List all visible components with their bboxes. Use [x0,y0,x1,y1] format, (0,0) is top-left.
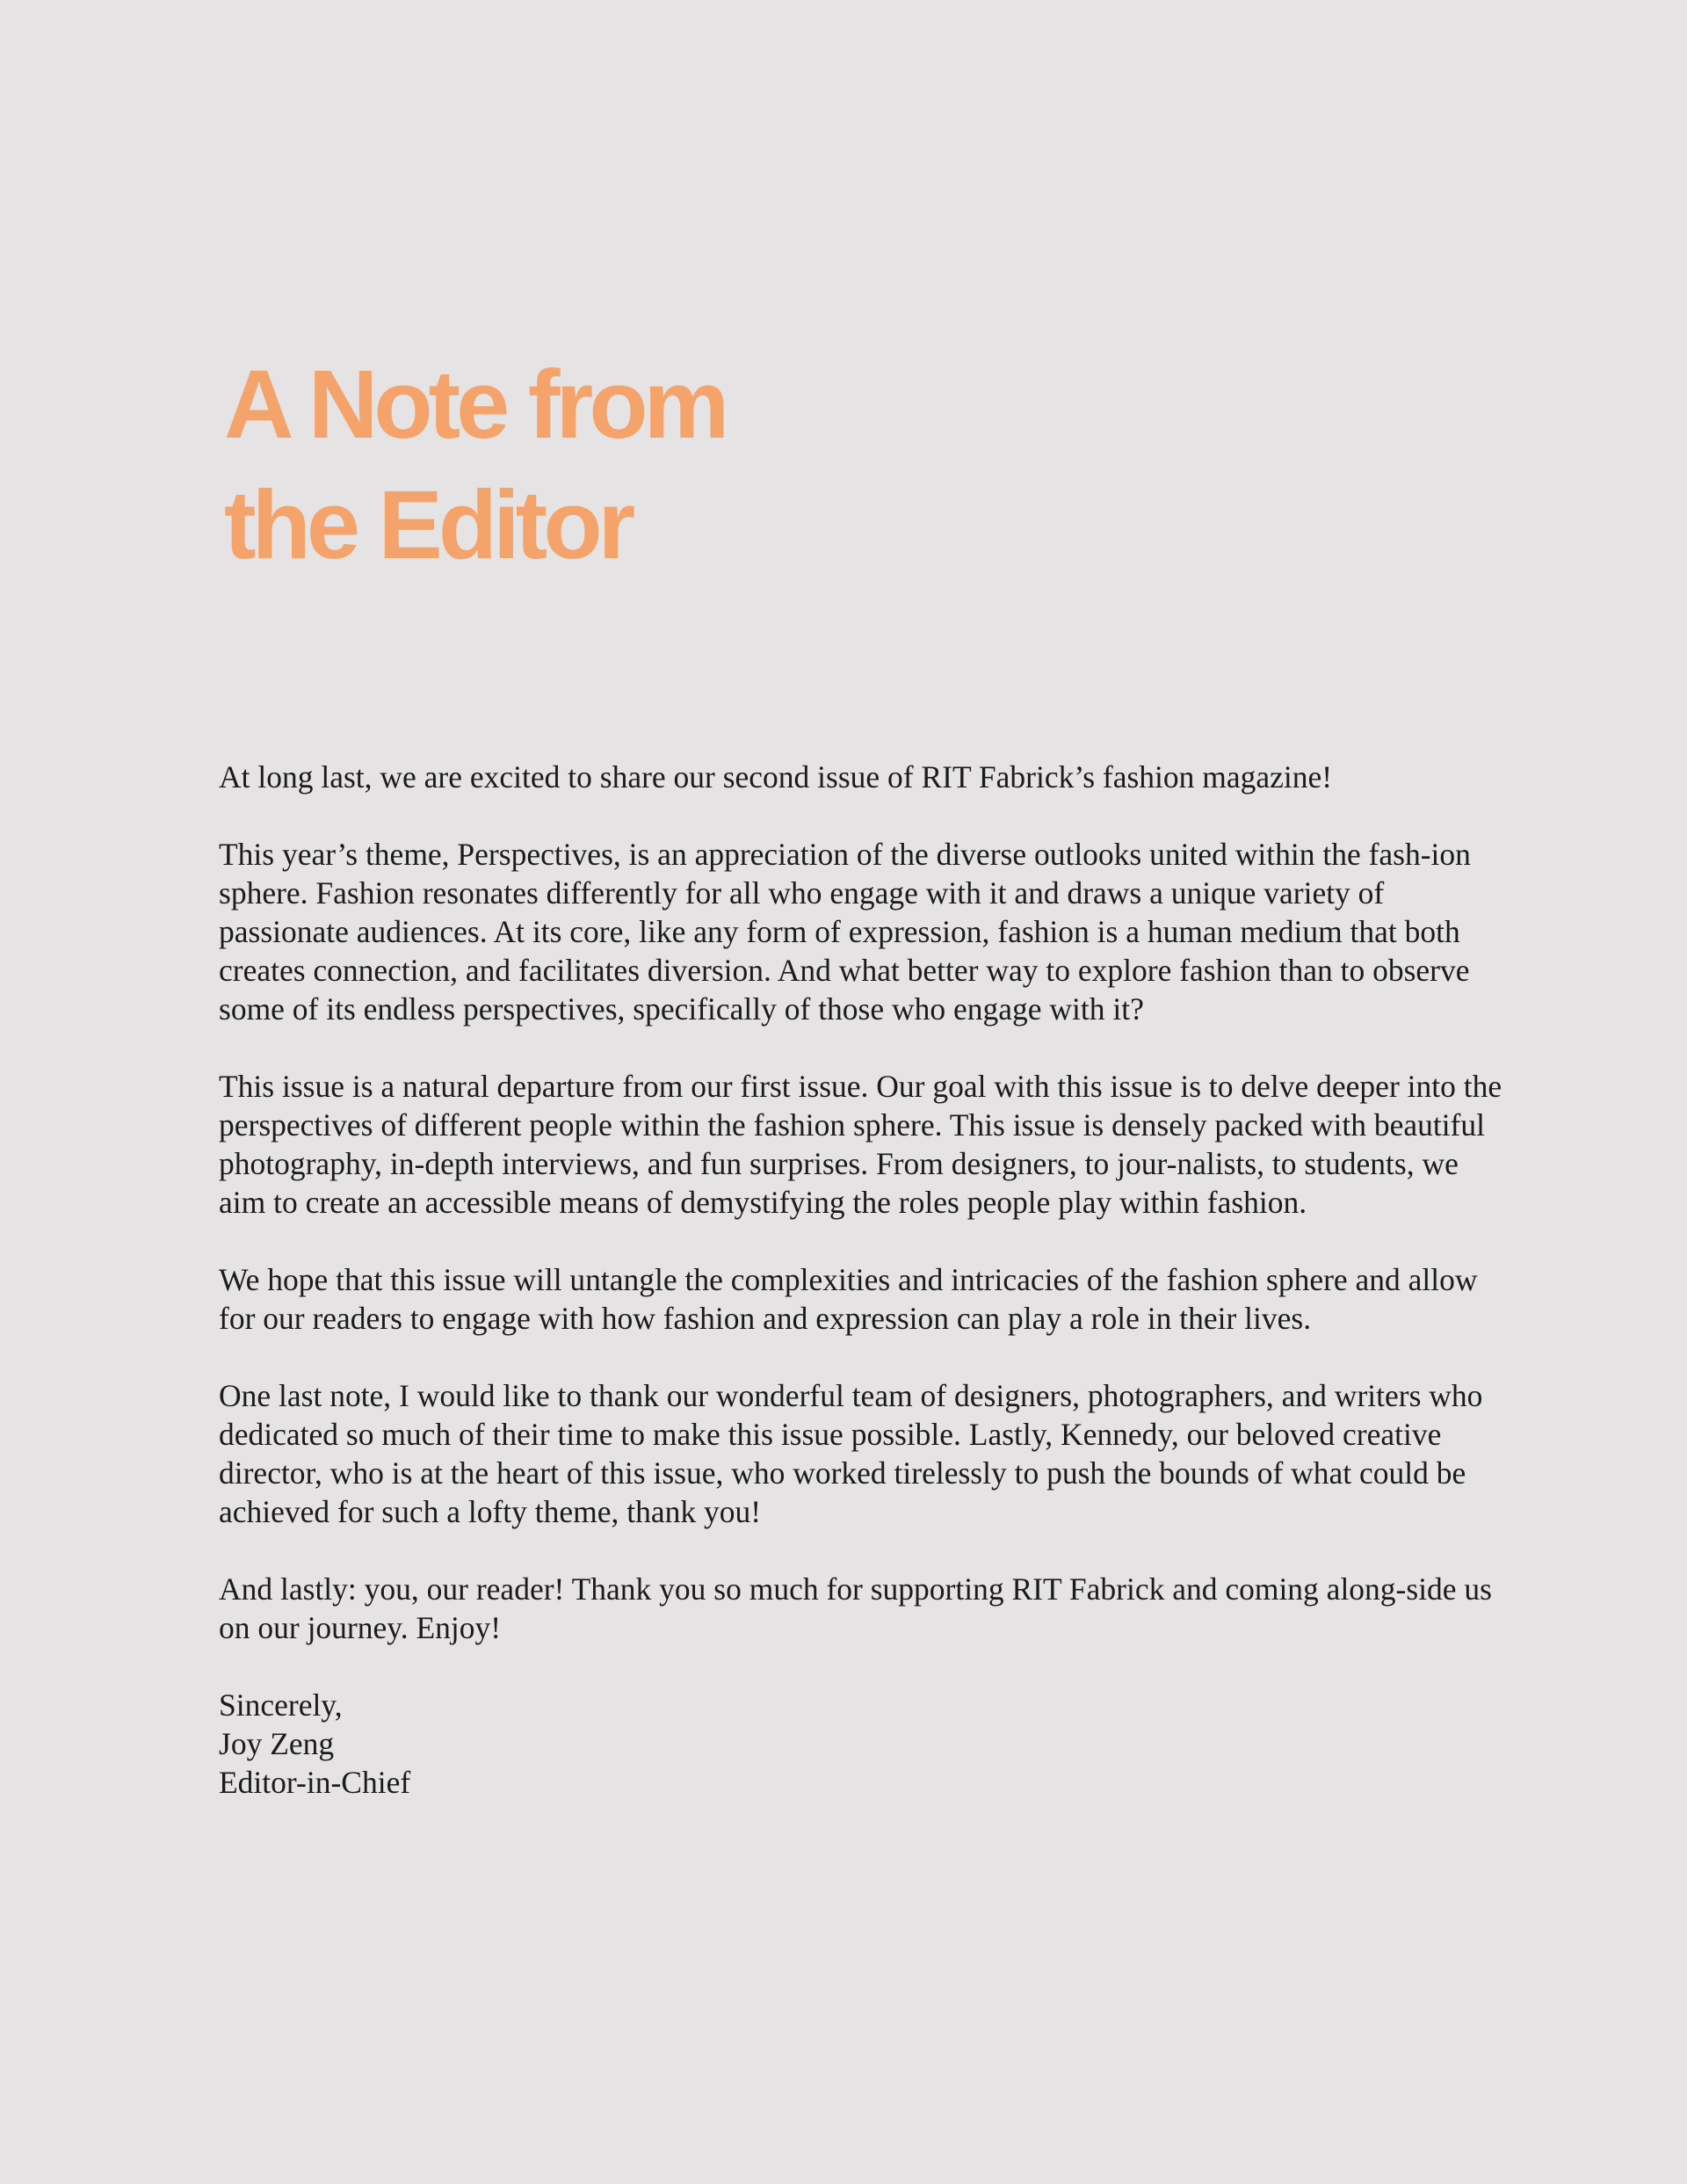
title-line-1: A Note from [224,351,726,459]
paragraph-intro: At long last, we are excited to share our second issue of RIT Fabrick’s fashion magazine! [219,759,1333,795]
signoff-role: Editor-in-Chief [219,1765,411,1800]
paragraph-departure: This issue is a natural departure from our first issue. Our goal with this issue is to delve deeper into the perspectives of different people within the fashion sphere. This issue is densely packed with beautiful photography, in-depth interviews, and fun surprises. From designers, to jour-nalists, to students, we aim to create an accessible means of demystifying the roles people play within fashion. [219,1069,1502,1220]
signoff-name: Joy Zeng [219,1726,335,1761]
paragraph-hope: We hope that this issue will untangle the complexities and intricacies of the fashion sphere and allow for our readers to engage with how fashion and expression can play a role in their lives. [219,1262,1478,1336]
signoff [219,1686,1510,1802]
page-title [224,345,725,585]
paragraph-thanks-team: One last note, I would like to thank our wonderful team of designers, photographers, and writers who dedicated so much of their time to make this issue possible. Lastly, Kennedy, our beloved creative director, who is at the heart of this issue, who worked tirelessly to push the bounds of what could be achieved for such a lofty theme, thank you! [219,1378,1483,1529]
paragraph-theme: This year’s theme, Perspectives, is an appreciation of the diverse outlooks united within the fash-ion sphere. Fashion resonates differently for all who engage with it and draws a unique variety of passionate audiences. At its core, like any form of expression, fashion is a human medium that both creates connection, and facilitates diversion. And what better way to explore fashion than to observe some of its endless perspectives, specifically of those who engage with it? [219,837,1471,1027]
title-line-2: the Editor [224,471,632,579]
letter-body [219,758,1510,1802]
paragraph-thanks-reader: And lastly: you, our reader! Thank you so much for supporting RIT Fabrick and coming along-side us on our journey. Enjoy! [219,1571,1492,1645]
signoff-closing: Sincerely, [219,1687,343,1723]
